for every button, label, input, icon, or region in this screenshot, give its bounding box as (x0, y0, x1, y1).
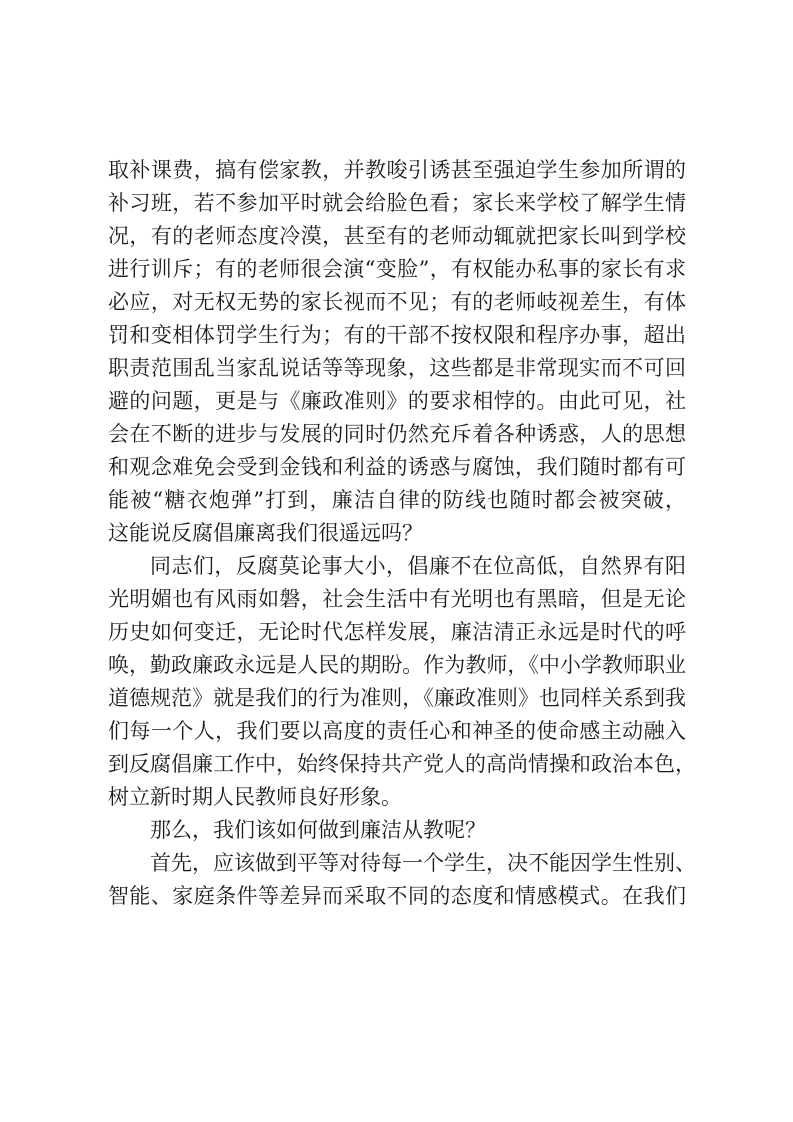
paragraph-first-line: 首先，应该做到平等对待每一个学生，决不能因学生性别、 (150, 851, 696, 875)
document-body (108, 154, 696, 913)
text-line: 历史如何变迁，无论时代怎样发展，廉洁清正永远是时代的呼 (108, 620, 686, 644)
text-line: 避的问题，更是与《廉政准则》的要求相悖的。由此可见，社 (108, 389, 686, 413)
text-line: 补习班，若不参加平时就会给脸色看；家长来学校了解学生情 (108, 191, 686, 215)
text-line: 智能、家庭条件等差异而采取不同的态度和情感模式。在我们 (108, 884, 686, 908)
paragraph-first-line: 那么，我们该如何做到廉洁从教呢？ (150, 818, 486, 842)
text-line: 光明媚也有风雨如磐，社会生活中有光明也有黑暗，但是无论 (108, 587, 686, 611)
text-line: 必应，对无权无势的家长视而不见；有的老师岐视差生，有体 (108, 290, 686, 314)
text-line: 这能说反腐倡廉离我们很遥远吗？ (108, 521, 423, 545)
text-line: 到反腐倡廉工作中，始终保持共产党人的高尚情操和政治本色， (108, 752, 696, 776)
text-line: 树立新时期人民教师良好形象。 (108, 785, 402, 809)
text-line: 能被“糖衣炮弹”打到，廉洁自律的防线也随时都会被突破， (108, 488, 686, 512)
text-line: 和观念难免会受到金钱和利益的诱惑与腐蚀，我们随时都有可 (108, 455, 686, 479)
text-line: 唤，勤政廉政永远是人民的期盼。作为教师，《中小学教师职业 (108, 653, 686, 677)
text-line: 取补课费，搞有偿家教，并教唆引诱甚至强迫学生参加所谓的 (108, 158, 686, 182)
text-line: 况，有的老师态度冷漠，甚至有的老师动辄就把家长叫到学校 (108, 224, 686, 248)
text-line: 职责范围乱当家乱说话等等现象，这些都是非常现实而不可回 (108, 356, 686, 380)
text-line: 们每一个人，我们要以高度的责任心和神圣的使命感主动融入 (108, 719, 686, 743)
paragraph-first-line: 同志们，反腐莫论事大小，倡廉不在位高低，自然界有阳 (150, 554, 686, 578)
text-line: 进行训斥；有的老师很会演“变脸”，有权能办私事的家长有求 (108, 257, 686, 281)
text-line: 罚和变相体罚学生行为；有的干部不按权限和程序办事，超出 (108, 323, 686, 347)
text-line: 道德规范》就是我们的行为准则，《廉政准则》也同样关系到我 (108, 686, 686, 710)
text-line: 会在不断的进步与发展的同时仍然充斥着各种诱惑，人的思想 (108, 422, 686, 446)
